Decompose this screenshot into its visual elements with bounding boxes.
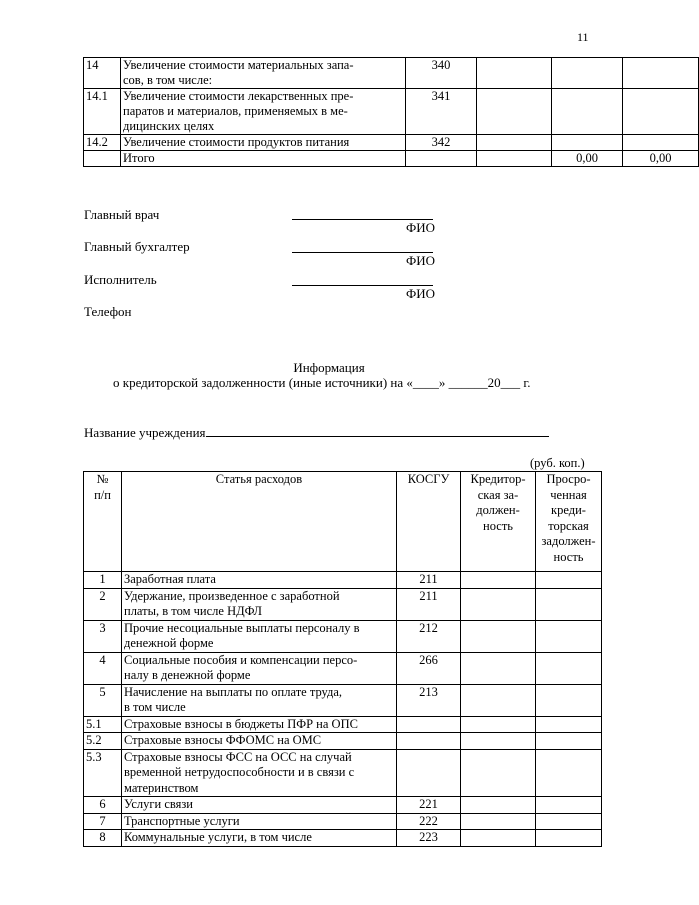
header-overdue: Просро- ченная креди- торская задолжен- ность [536,472,602,572]
header-article: Статья расходов [122,472,397,572]
row-num: 5.2 [84,733,122,750]
info-subtitle: о кредиторской задолженности (иные источники) на «____» ______20___ г. [113,375,531,390]
row-kosgu: 223 [397,830,461,847]
expense-table-continued [83,57,699,167]
institution-label: Название учреждения [84,425,206,440]
row-article: Страховые взносы ФФОМС на ОМС [122,733,397,750]
table-row [84,652,602,684]
row-value-a[interactable] [477,89,552,135]
row-name: Увеличение стоимости лекарственных пре- паратов и материалов, применяемых в ме- дицинских целях [121,89,406,135]
row-kosgu: 212 [397,620,461,652]
row-kosgu: 266 [397,652,461,684]
table-row [84,588,602,620]
table-row [84,684,602,716]
row-value-a[interactable] [477,58,552,89]
row-kosgu [397,716,461,733]
creditor-debt-table [83,471,602,847]
row-overdue-cell[interactable] [536,572,602,589]
header-num: № п/п [84,472,122,572]
row-article: Транспортные услуги [122,813,397,830]
table-row [84,733,602,750]
table-header-row [84,472,602,572]
row-kosgu: 211 [397,588,461,620]
institution-input-line[interactable] [206,425,549,437]
row-num: 2 [84,588,122,620]
row-kosgu [397,733,461,750]
row-article: Коммунальные услуги, в том числе [122,830,397,847]
header-payable: Кредитор- ская за- должен- ность [461,472,536,572]
row-article: Заработная плата [122,572,397,589]
institution-field [84,425,549,440]
table-row [84,89,699,135]
row-overdue-cell[interactable] [536,830,602,847]
row-name: Увеличение стоимости продуктов питания [121,135,406,151]
row-article: Удержание, произведенное с заработной платы, в том числе НДФЛ [122,588,397,620]
row-overdue-cell[interactable] [536,684,602,716]
row-value-b[interactable] [552,89,623,135]
executor-fio-label: ФИО [406,286,436,301]
row-name: Итого [121,151,406,167]
row-kosgu: 211 [397,572,461,589]
row-code: 341 [406,89,477,135]
row-code: 342 [406,135,477,151]
row-article: Прочие несоциальные выплаты персоналу в денежной форме [122,620,397,652]
row-kosgu: 213 [397,684,461,716]
row-num: 3 [84,620,122,652]
row-num: 8 [84,830,122,847]
table-row [84,797,602,814]
row-value-a[interactable] [477,135,552,151]
row-payable-cell[interactable] [461,813,536,830]
info-title: Информация [293,360,365,375]
table-row [84,572,602,589]
row-overdue-cell[interactable] [536,652,602,684]
row-payable-cell[interactable] [461,572,536,589]
page-number: 11 [577,30,589,44]
row-kosgu: 221 [397,797,461,814]
row-num: 6 [84,797,122,814]
row-overdue-cell[interactable] [536,733,602,750]
header-kosgu: КОСГУ [397,472,461,572]
row-payable-cell[interactable] [461,749,536,797]
row-payable-cell[interactable] [461,588,536,620]
table-row [84,58,699,89]
row-payable-cell[interactable] [461,620,536,652]
row-value-c[interactable] [623,135,699,151]
executor-label: Исполнитель [84,272,157,287]
row-value-c[interactable] [623,89,699,135]
row-overdue-cell[interactable] [536,813,602,830]
table-row [84,135,699,151]
table-row [84,749,602,797]
row-value-c[interactable]: 0,00 [623,151,699,167]
row-num: 4 [84,652,122,684]
row-overdue-cell[interactable] [536,716,602,733]
row-article: Страховые взносы ФСС на ОСС на случай временной нетрудоспособности и в связи с материнством [122,749,397,797]
row-article: Начисление на выплаты по оплате труда, в том числе [122,684,397,716]
row-num [84,151,121,167]
row-value-b[interactable]: 0,00 [552,151,623,167]
row-num: 7 [84,813,122,830]
row-overdue-cell[interactable] [536,588,602,620]
row-overdue-cell[interactable] [536,620,602,652]
row-kosgu [397,749,461,797]
row-code [406,151,477,167]
row-overdue-cell[interactable] [536,797,602,814]
row-num: 1 [84,572,122,589]
table-row [84,151,699,167]
row-payable-cell[interactable] [461,652,536,684]
row-value-b[interactable] [552,135,623,151]
row-num: 14 [84,58,121,89]
row-num: 14.1 [84,89,121,135]
row-num: 5.3 [84,749,122,797]
row-payable-cell[interactable] [461,830,536,847]
row-name: Увеличение стоимости материальных запа- сов, в том числе: [121,58,406,89]
row-value-c[interactable] [623,58,699,89]
table-row [84,716,602,733]
row-article: Услуги связи [122,797,397,814]
chief-doctor-label: Главный врач [84,207,160,222]
row-payable-cell[interactable] [461,797,536,814]
row-kosgu: 222 [397,813,461,830]
row-payable-cell[interactable] [461,684,536,716]
row-article: Страховые взносы в бюджеты ПФР на ОПС [122,716,397,733]
row-num: 14.2 [84,135,121,151]
row-article: Социальные пособия и компенсации персо- налу в денежной форме [122,652,397,684]
row-payable-cell[interactable] [461,733,536,750]
row-num: 5 [84,684,122,716]
row-num: 5.1 [84,716,122,733]
table-row [84,813,602,830]
phone-label: Телефон [84,304,132,319]
table-row [84,620,602,652]
chief-accountant-label: Главный бухгалтер [84,239,190,254]
row-payable-cell[interactable] [461,716,536,733]
row-value-b[interactable] [552,58,623,89]
units-label: (руб. коп.) [530,456,585,470]
row-code: 340 [406,58,477,89]
chief-accountant-fio-label: ФИО [406,253,436,268]
chief-doctor-fio-label: ФИО [406,220,436,235]
row-overdue-cell[interactable] [536,749,602,797]
row-value-a[interactable] [477,151,552,167]
table-row [84,830,602,847]
